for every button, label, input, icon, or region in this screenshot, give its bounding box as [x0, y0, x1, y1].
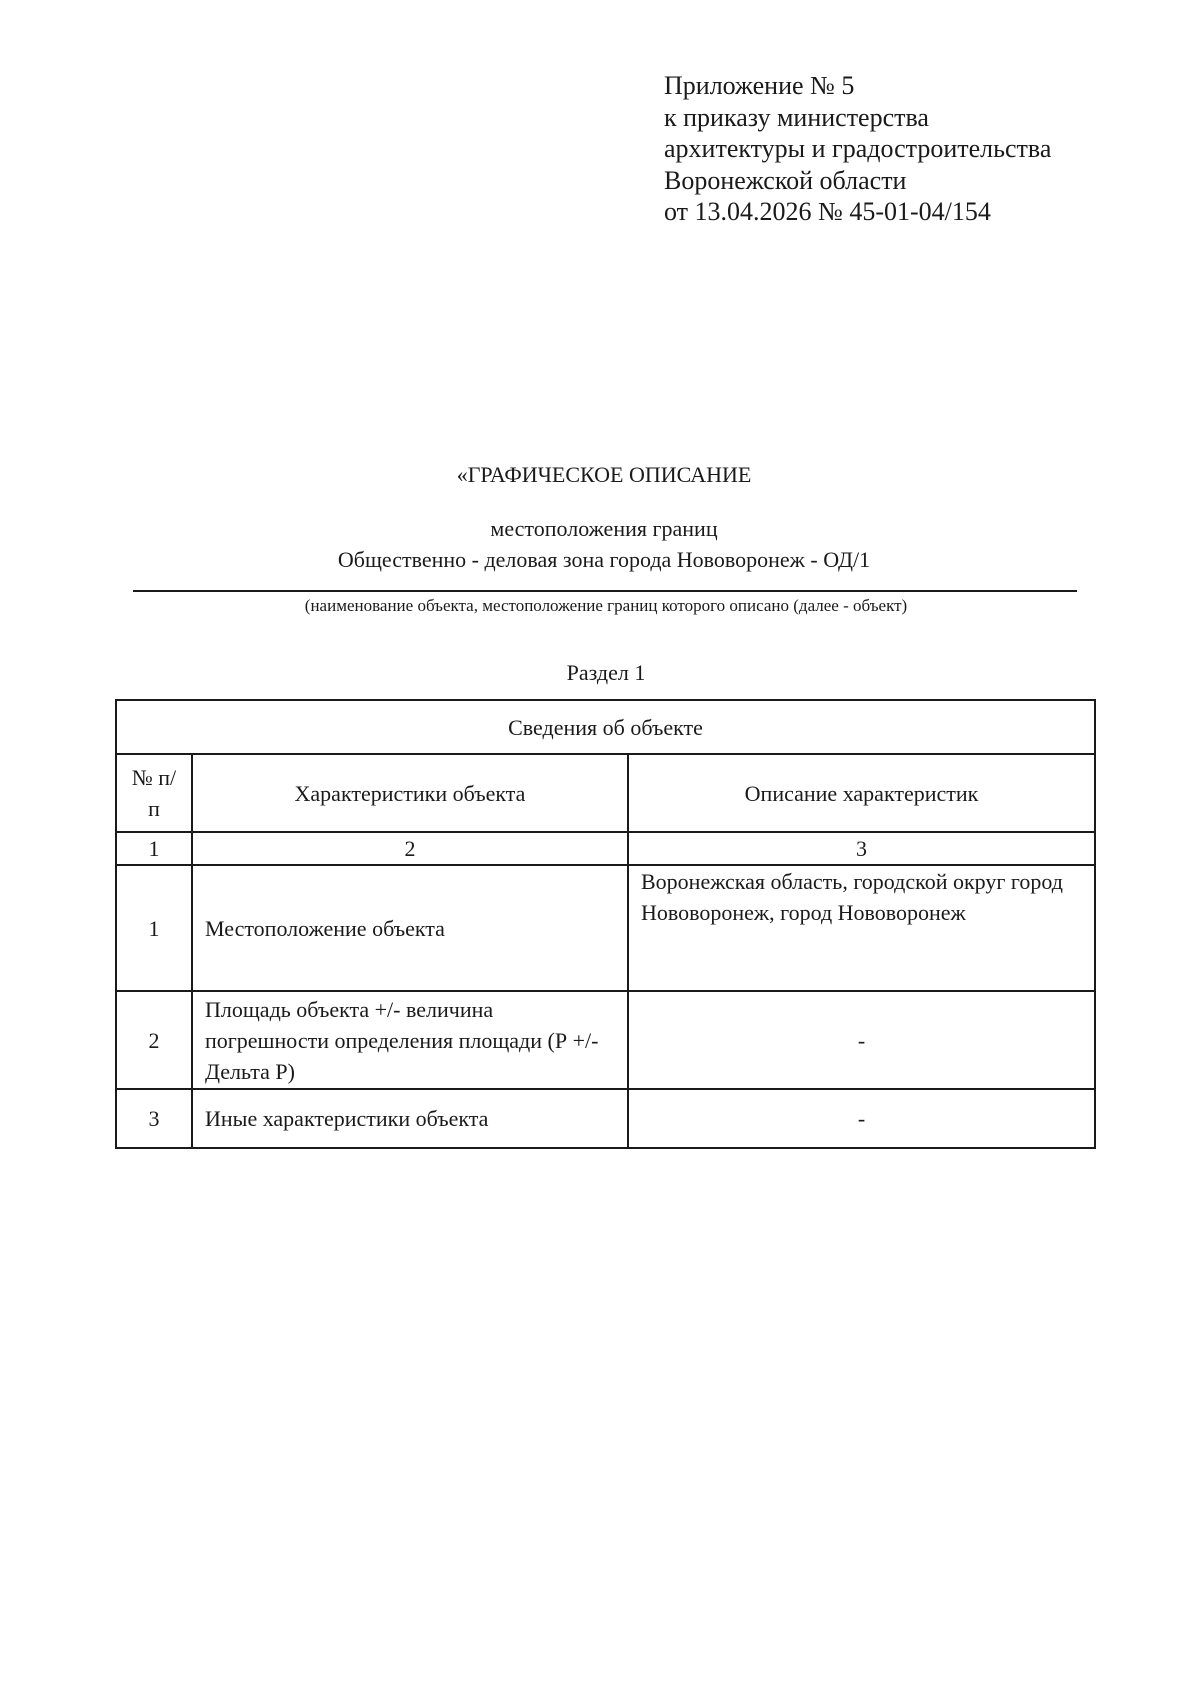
- table-row: [116, 865, 1095, 991]
- column-number: 1: [116, 832, 192, 865]
- object-info-table: [115, 699, 1096, 1149]
- header-description: Описание характеристик: [628, 754, 1095, 832]
- document-title: «ГРАФИЧЕСКОЕ ОПИСАНИЕ: [456, 462, 752, 487]
- header-characteristic: Характеристики объекта: [192, 754, 628, 832]
- header-num: № п/п: [116, 754, 192, 832]
- row-description: -: [628, 991, 1095, 1089]
- appendix-line: Приложение № 5: [664, 71, 855, 100]
- appendix-line: архитектуры и градостроительства: [664, 134, 1052, 163]
- row-characteristic: Площадь объекта +/- величина погрешности определения площади (Р +/- Дельта Р): [192, 991, 628, 1089]
- row-characteristic: Местоположение объекта: [192, 865, 628, 991]
- row-characteristic: Иные характеристики объекта: [192, 1089, 628, 1148]
- document-subtitle: местоположения границ: [490, 516, 718, 541]
- appendix-line: от 13.04.2026 № 45-01-04/154: [664, 197, 991, 226]
- table-header-row: [116, 754, 1095, 832]
- column-number-row: [116, 832, 1095, 865]
- appendix-block: [664, 70, 1051, 228]
- table-row: [116, 991, 1095, 1089]
- object-name: Общественно - деловая зона города Нововоронеж - ОД/1: [337, 547, 871, 572]
- table-caption-row: [116, 700, 1095, 754]
- section-label: Раздел 1: [566, 660, 646, 685]
- row-num: 2: [116, 991, 192, 1089]
- row-description: Воронежская область, городской округ город Нововоронеж, город Нововоронеж: [628, 865, 1095, 991]
- row-num: 3: [116, 1089, 192, 1148]
- object-name-underline: [133, 590, 1077, 592]
- appendix-line: Воронежской области: [664, 165, 907, 195]
- column-number: 2: [192, 832, 628, 865]
- column-number: 3: [628, 832, 1095, 865]
- table-row: [116, 1089, 1095, 1148]
- appendix-line: к приказу министерства: [664, 102, 929, 132]
- row-description: -: [628, 1089, 1095, 1148]
- row-num: 1: [116, 865, 192, 991]
- table-caption: Сведения об объекте: [116, 700, 1095, 754]
- object-name-caption: (наименование объекта, местоположение границ которого описано (далее - объект): [304, 596, 908, 615]
